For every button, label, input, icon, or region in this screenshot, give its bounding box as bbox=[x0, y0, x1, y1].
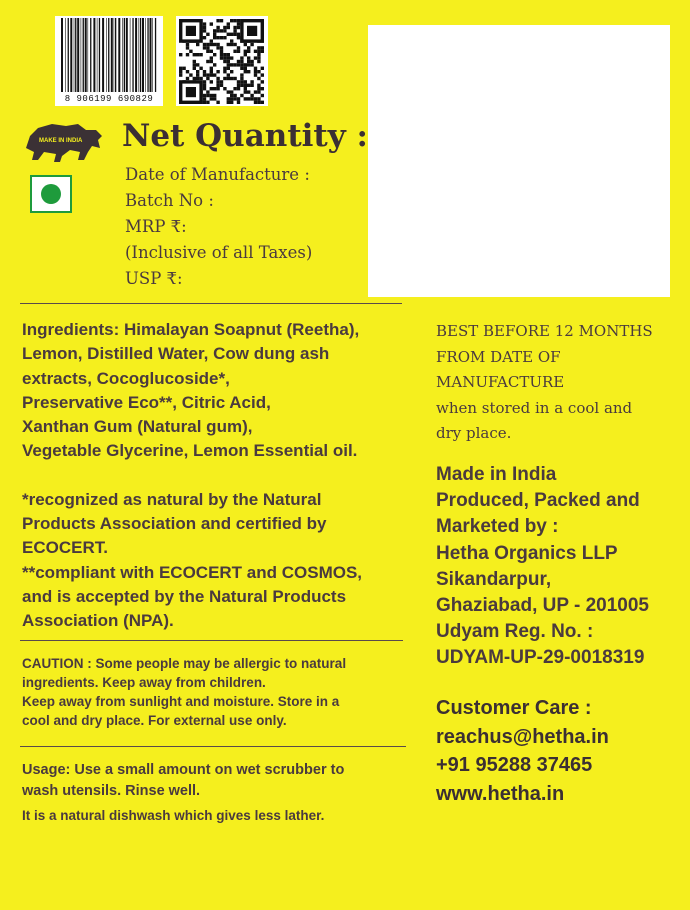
customer-care-email: reachus@hetha.in bbox=[436, 725, 609, 748]
vegetarian-mark-icon bbox=[30, 175, 72, 213]
caution-block bbox=[22, 654, 402, 730]
manufacturer-line: Marketed by : bbox=[436, 516, 559, 538]
blank-label-area bbox=[368, 25, 670, 297]
manufacturer-line: Ghaziabad, UP - 201005 bbox=[436, 595, 649, 617]
manufacturer-line: Sikandarpur, bbox=[436, 568, 552, 590]
inclusive-taxes: (Inclusive of all Taxes) bbox=[125, 243, 313, 262]
make-in-india-logo bbox=[22, 118, 104, 164]
best-before-block bbox=[436, 319, 686, 447]
customer-care-website: www.hetha.in bbox=[436, 782, 565, 805]
manufacturer-line: Made in India bbox=[436, 464, 557, 485]
note-line: Products Association and certified by bbox=[22, 514, 327, 534]
divider bbox=[20, 303, 402, 304]
usage-block bbox=[22, 760, 402, 802]
ingredients-line: Ingredients: Himalayan Soapnut (Reetha), bbox=[22, 320, 360, 339]
manufacturer-line: Udyam Reg. No. : bbox=[436, 621, 594, 643]
net-quantity-heading: Net Quantity : bbox=[122, 118, 369, 154]
usage-line: wash utensils. Rinse well. bbox=[22, 783, 201, 799]
note-line: ECOCERT. bbox=[22, 538, 108, 558]
mrp: MRP ₹: bbox=[125, 217, 187, 236]
divider bbox=[20, 640, 403, 641]
best-before-line: MANUFACTURE bbox=[436, 373, 565, 391]
best-before-line: FROM DATE OF bbox=[436, 347, 561, 366]
customer-care-heading: Customer Care : bbox=[436, 697, 592, 719]
caution-line: cool and dry place. For external use only. bbox=[22, 713, 287, 728]
ingredients-line: Vegetable Glycerine, Lemon Essential oil. bbox=[22, 441, 358, 461]
manufacturer-line: Produced, Packed and bbox=[436, 490, 640, 512]
usage-note: It is a natural dishwash which gives less lather. bbox=[22, 808, 325, 823]
note-line: and is accepted by the Natural Products bbox=[22, 586, 347, 606]
manufacturer-line: UDYAM-UP-29-0018319 bbox=[436, 647, 645, 669]
note-line: **compliant with ECOCERT and COSMOS, bbox=[22, 562, 363, 582]
note-line: Association (NPA). bbox=[22, 611, 174, 631]
ingredients-block bbox=[22, 318, 412, 634]
barcode bbox=[55, 16, 163, 106]
usage-line: Usage: Use a small amount on wet scrubber to bbox=[22, 762, 345, 778]
customer-care-block bbox=[436, 694, 686, 808]
qr-code bbox=[176, 16, 268, 106]
ingredients-line: Lemon, Distilled Water, Cow dung ash bbox=[22, 344, 330, 364]
ingredients-line: Preservative Eco**, Citric Acid, bbox=[22, 392, 271, 412]
caution-line: Keep away from sunlight and moisture. Store in a bbox=[22, 694, 340, 709]
manufacturer-block bbox=[436, 462, 686, 672]
note-line: *recognized as natural by the Natural bbox=[22, 489, 322, 509]
caution-line: CAUTION : Some people may be allergic to natural bbox=[22, 656, 347, 671]
divider bbox=[20, 746, 406, 747]
manufacturer-line: Hetha Organics LLP bbox=[436, 542, 618, 564]
product-meta bbox=[125, 162, 312, 292]
best-before-line: when stored in a cool and bbox=[436, 398, 633, 417]
ingredients-line: Xanthan Gum (Natural gum), bbox=[22, 417, 253, 437]
caution-line: ingredients. Keep away from children. bbox=[22, 675, 266, 690]
date-of-manufacture: Date of Manufacture : bbox=[125, 165, 310, 184]
usp: USP ₹: bbox=[125, 269, 183, 288]
barcode-digits: 8 906199 690829 bbox=[64, 94, 154, 104]
barcode-bars bbox=[59, 18, 159, 92]
best-before-line: dry place. bbox=[436, 424, 512, 442]
customer-care-phone: +91 95288 37465 bbox=[436, 754, 593, 776]
best-before-line: BEST BEFORE 12 MONTHS bbox=[436, 322, 653, 340]
make-in-india-text: MAKE IN INDIA bbox=[39, 138, 83, 144]
batch-no: Batch No : bbox=[125, 191, 214, 210]
ingredients-line: extracts, Cocoglucoside*, bbox=[22, 368, 230, 388]
